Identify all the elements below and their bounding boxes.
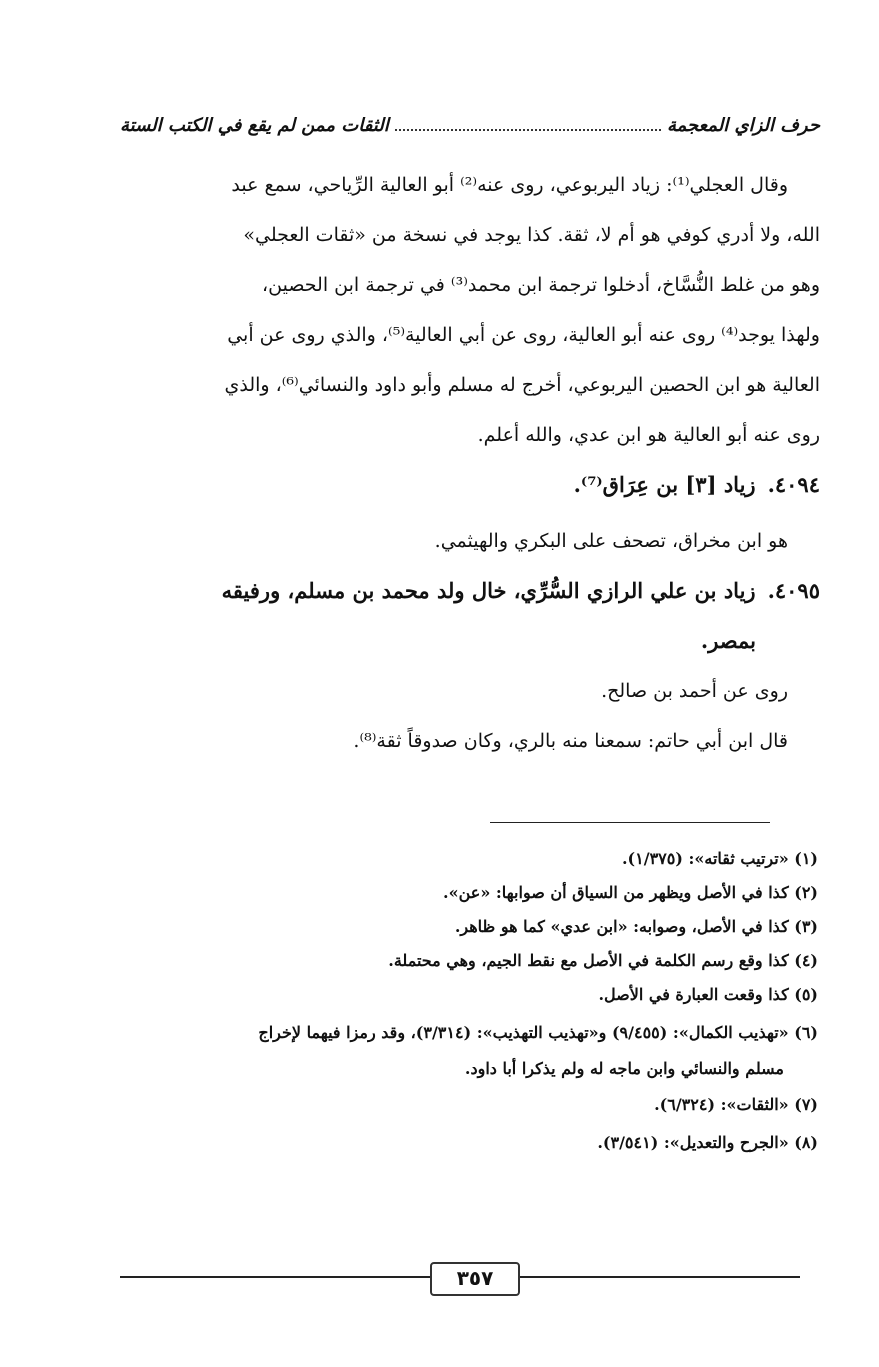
header-dot-leader xyxy=(395,119,661,131)
entry-title-continuation: بمصر. xyxy=(700,628,756,653)
footnote-continuation: مسلم والنسائي وابن ماجه له ولم يذكرا أبا داود. xyxy=(464,1059,784,1078)
footnote: (٦) «تهذيب الكمال»: (٩/٤٥٥) و«تهذيب التهذيب»: (٣/٣١٤)، وقد رمزا فيهما لإخراج xyxy=(258,1023,818,1042)
body-line: الله، ولا أدري كوفي هو أم لا، ثقة. كذا يوجد في نسخة من «ثقات العجلي» xyxy=(243,224,820,246)
entry-text: قال ابن أبي حاتم: سمعنا منه بالري، وكان صدوقاً ثقة⁽⁸⁾. xyxy=(353,730,788,752)
body-line: وقال العجلي⁽¹⁾: زياد اليربوعي، روى عنه⁽²⁾ أبو العالية الرِّياحي، سمع عبد xyxy=(231,174,788,196)
body-line: العالية هو ابن الحصين اليربوعي، أخرج له مسلم وأبو داود والنسائي⁽⁶⁾، والذي xyxy=(224,374,820,396)
footnote: (٨) «الجرح والتعديل»: (٣/٥٤١). xyxy=(597,1133,818,1152)
entry-title: زياد بن علي الرازي السُّرِّي، خال ولد محمد بن مسلم، ورفيقه xyxy=(221,578,756,603)
footnote: (٥) كذا وقعت العبارة في الأصل. xyxy=(598,985,818,1004)
footnote-separator xyxy=(490,822,770,823)
entry-heading xyxy=(118,566,820,616)
body-line: ولهذا يوجد⁽⁴⁾ روى عنه أبو العالية، روى عن أبي العالية⁽⁵⁾، والذي روى عن أبي xyxy=(227,324,820,346)
header-chapter-title: حرف الزاي المعجمة xyxy=(666,114,820,136)
entry-number: ٤٠٩٥. xyxy=(767,578,820,603)
footnotes xyxy=(110,842,818,1160)
footnote: (٢) كذا في الأصل ويظهر من السياق أن صوابها: «عن». xyxy=(443,883,818,902)
footnote: (٧) «الثقات»: (٦/٣٢٤). xyxy=(654,1095,818,1114)
footnote: (١) «ترتيب ثقاته»: (١/٣٧٥). xyxy=(621,849,818,868)
page-number: ٣٥٧ xyxy=(430,1262,520,1296)
running-header xyxy=(120,108,820,142)
entry-text: هو ابن مخراق، تصحف على البكري والهيثمي. xyxy=(434,530,788,552)
entry-heading xyxy=(118,460,820,510)
entry-title: زياد [٣] بن عِرَاق⁽⁷⁾. xyxy=(573,472,756,497)
page-footer xyxy=(120,1262,800,1292)
main-text xyxy=(118,160,820,766)
entry-number: ٤٠٩٤. xyxy=(767,472,820,497)
footnote: (٣) كذا في الأصل، وصوابه: «ابن عدي» كما هو ظاهر. xyxy=(454,917,818,936)
footnote: (٤) كذا وقع رسم الكلمة في الأصل مع نقط الجيم، وهي محتملة. xyxy=(388,951,818,970)
body-line: وهو من غلط النُّسَّاخ، أدخلوا ترجمة ابن محمد⁽³⁾ في ترجمة ابن الحصين، xyxy=(261,274,820,296)
body-line: روى عنه أبو العالية هو ابن عدي، والله أعلم. xyxy=(477,424,820,446)
header-book-title: الثقات ممن لم يقع في الكتب الستة xyxy=(120,114,389,136)
entry-text: روى عن أحمد بن صالح. xyxy=(601,680,788,702)
